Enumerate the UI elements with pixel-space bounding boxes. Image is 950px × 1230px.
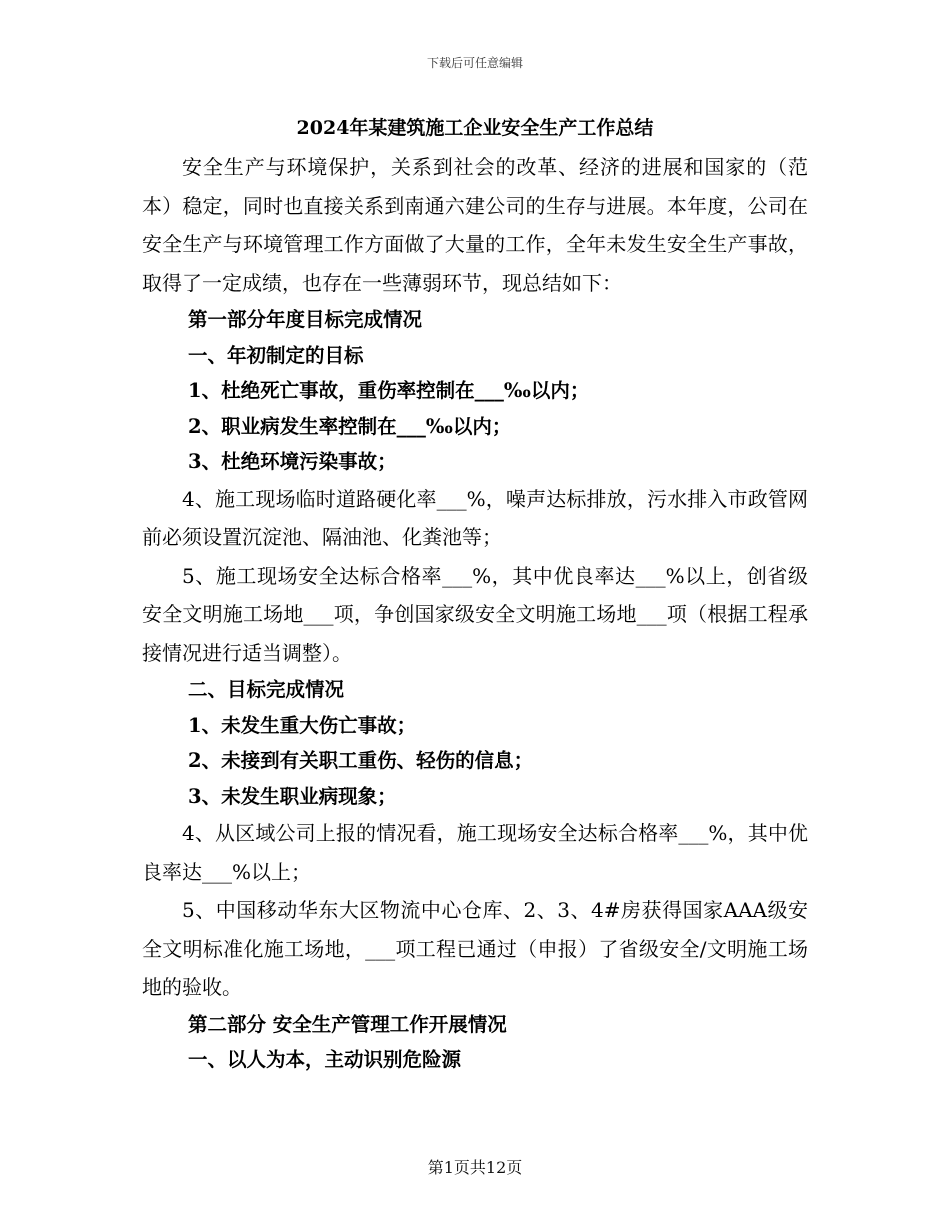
goal-item-4: 4、施工现场临时道路硬化率___%，噪声达标排放，污水排入市政管网前必须设置沉淀池、隔油池、化粪池等； [142, 486, 808, 549]
part1-heading: 第一部分年度目标完成情况 [188, 308, 423, 331]
section2-heading: 二、目标完成情况 [188, 678, 345, 701]
part2-section1-heading: 一、以人为本，主动识别危险源 [188, 1048, 462, 1071]
goal-item-1: 1、杜绝死亡事故，重伤率控制在___‰以内； [188, 379, 590, 402]
goal-item-2: 2、职业病发生率控制在___‰以内； [188, 414, 512, 438]
done-item-5: 5、中国移动华东大区物流中心仓库、2、3、4#房获得国家AAA级安全文明标准化施工场地，___项工程已通过（申报）了省级安全/文明施工场地的验收。 [142, 898, 808, 999]
header-note: 下载后可任意编辑 [426, 56, 523, 70]
intro-paragraph: 安全生产与环境保护，关系到社会的改革、经济的进展和国家的（范本）稳定，同时也直接关系到南通六建公司的生存与进展。本年度，公司在安全生产与环境管理工作方面做了大量的工作，全年未发生安全生产事故，取得了一定成绩，也存在一些薄弱环节，现总结如下： [142, 155, 808, 295]
done-item-3: 3、未发生职业病现象； [188, 784, 397, 808]
section1-heading: 一、年初制定的目标 [188, 343, 364, 367]
document-body [142, 108, 808, 1078]
done-item-1: 1、未发生重大伤亡事故； [188, 713, 417, 737]
page-number: 第1页共12页 [427, 1158, 523, 1177]
done-item-2: 2、未接到有关职工重伤、轻伤的信息； [188, 749, 534, 772]
done-item-4: 4、从区域公司上报的情况看，施工现场安全达标合格率___%，其中优良率达___%以上； [142, 821, 808, 884]
document-title: 2024年某建筑施工企业安全生产工作总结 [296, 117, 654, 139]
goal-item-5: 5、施工现场安全达标合格率___%，其中优良率达___%以上，创省级安全文明施工场地___项，争创国家级安全文明施工场地___项（根据工程承接情况进行适当调整）。 [142, 563, 808, 665]
part2-heading: 第二部分 安全生产管理工作开展情况 [188, 1012, 507, 1036]
goal-item-3: 3、杜绝环境污染事故； [188, 450, 397, 473]
